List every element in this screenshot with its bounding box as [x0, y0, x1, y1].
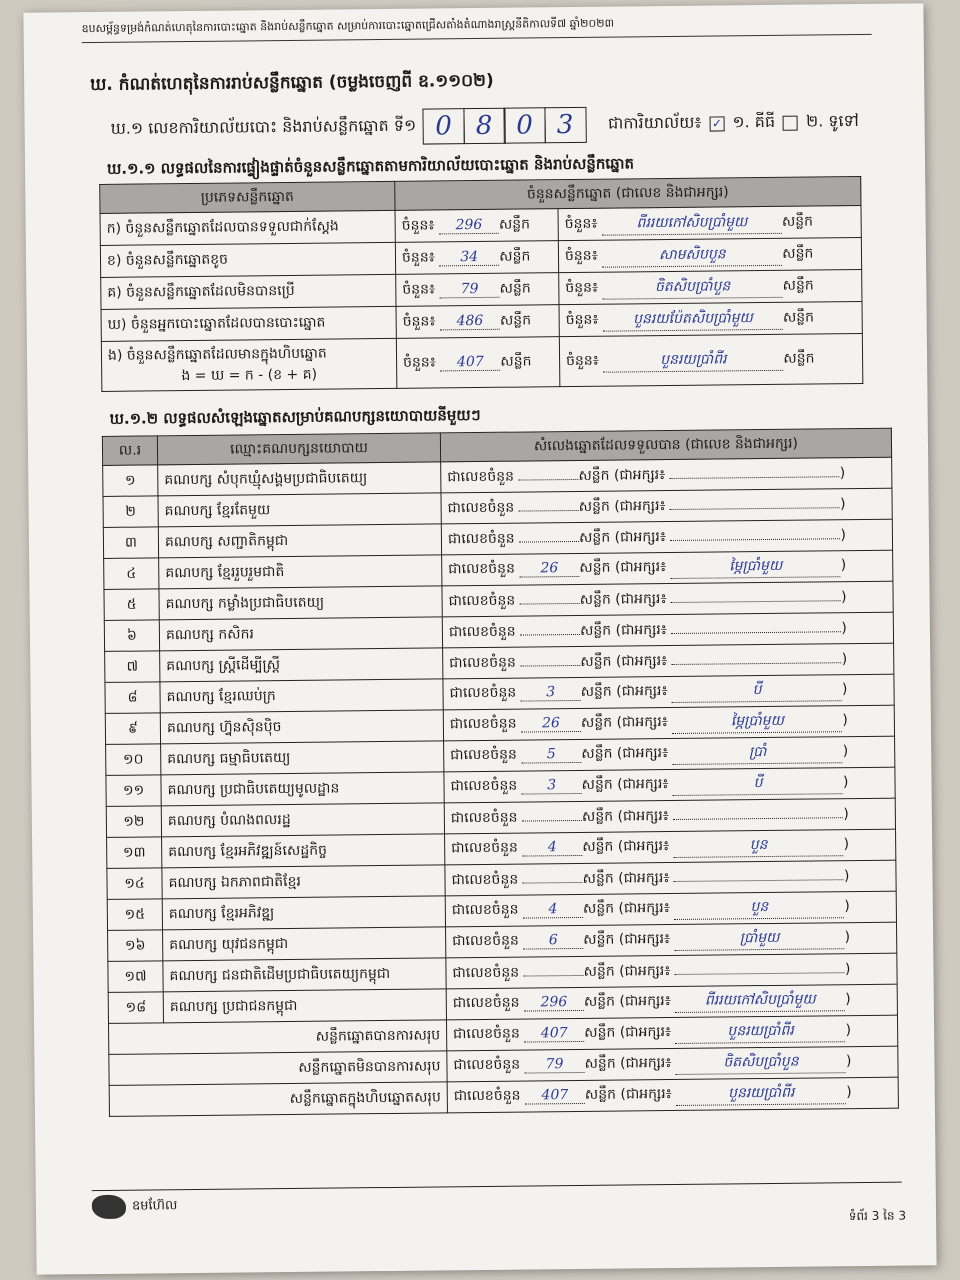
unit: សន្លឹក — [500, 353, 532, 370]
vote-words: ម្ភៃប្រាំមួយ — [672, 710, 842, 734]
vote-words: ប្រាំមួយ — [675, 927, 845, 951]
option-2-label: ២. ទូទៅ — [805, 111, 859, 131]
count-prefix: ចំនួន៖ — [564, 215, 598, 232]
unit: សន្លឹក — [499, 248, 531, 265]
party-name: គណបក្ស ប្រជាធិបតេយ្យមូលដ្ឋាន — [167, 779, 340, 798]
word-prefix: (ជាអក្សរ៖ — [618, 900, 670, 917]
option-1-label: ១. គីធី — [732, 111, 776, 132]
unit: សន្លឹក — [583, 931, 615, 948]
word-prefix: (ជាអក្សរ៖ — [619, 993, 671, 1010]
unit: សន្លឹក — [580, 714, 613, 731]
word-prefix: (ជាអក្សរ៖ — [614, 528, 667, 546]
num-prefix: ជាលេខចំនួន — [452, 932, 519, 950]
party-votes-table — [102, 428, 899, 1117]
table-row — [101, 333, 862, 391]
unit: សន្លឹក — [582, 900, 615, 917]
unit: សន្លឹក — [579, 591, 611, 608]
num-prefix: ជាលេខចំនួន — [447, 530, 515, 547]
num-prefix: ជាលេខចំនួន — [448, 623, 516, 640]
vote-number — [523, 881, 583, 883]
total-label: សន្លឹកឆ្នោតមិនបានការសរុប — [298, 1057, 441, 1076]
vote-words: បី — [673, 772, 843, 796]
total-number: 79 — [524, 1056, 584, 1074]
num-prefix: ជាលេខចំនួន — [451, 901, 519, 919]
party-number: ២ — [125, 503, 137, 520]
col-number: ល.រ — [102, 436, 157, 466]
row-label: គ) ចំនួនសន្លឹកឆ្នោតដែលមិនបានប្រើ — [101, 274, 396, 309]
unit: សន្លឹក — [498, 216, 531, 233]
form-page — [23, 3, 936, 1274]
party-name: គណបក្ស ស្ត្រីដើម្បីស្ត្រី — [166, 656, 281, 674]
unit: សន្លឹក — [579, 559, 611, 576]
party-name: គណបក្ស ធម្មាធិបតេយ្យ — [167, 749, 291, 767]
party-number: ៣ — [124, 534, 138, 551]
section-title: ឃ. កំណត់ហេតុនៃការរាប់សន្លឹកឆ្នោត (ចម្លងចេញពី ឧ.១១០២) — [90, 70, 494, 96]
num-prefix: ជាលេខចំនួន — [449, 654, 516, 671]
footer-signature: ឧមហ៊ែល — [131, 1197, 178, 1214]
unit: សន្លឹក — [578, 498, 610, 515]
close-paren: ) — [839, 464, 846, 481]
office-digit: 3 — [544, 107, 586, 143]
num-prefix: ជាលេខចំនួន — [449, 684, 517, 702]
vote-words — [675, 972, 845, 975]
word-prefix: (ជាអក្សរ៖ — [614, 559, 667, 576]
unit: សន្លឹក — [581, 776, 613, 793]
vote-words: បួន — [674, 834, 844, 858]
num-prefix: ជាលេខចំនួន — [447, 499, 515, 516]
num-prefix: ជាលេខចំនួន — [447, 468, 515, 485]
unit: សន្លឹក — [781, 212, 814, 230]
unit: សន្លឹក — [582, 870, 614, 887]
row-formula: ង = ឃ = ក - (ខ + គ) — [181, 366, 318, 384]
unit: សន្លឹក — [499, 312, 532, 329]
party-number: ១៧ — [124, 968, 147, 985]
office-digit: 8 — [463, 108, 505, 144]
count-words: ពីររយកៅសិបប្រាំមួយ — [602, 211, 782, 235]
count-words: សាមសិបបួន — [602, 243, 782, 267]
party-number: ៩ — [127, 720, 138, 737]
seal-icon — [92, 1195, 126, 1219]
party-number: ១៥ — [124, 906, 146, 923]
unit: សន្លឹក — [580, 653, 612, 670]
count-number: 34 — [439, 249, 499, 267]
subsection-2-title: ឃ.១.២ លទ្ធផលសំឡេងឆ្នោតសម្រាប់គណបក្សនយោបាយនីមួយៗ — [109, 405, 481, 428]
vote-words — [670, 476, 840, 479]
party-name: គណបក្ស សំបុកឃ្មុំសង្គមប្រជាធិបតេយ្យ — [164, 469, 368, 488]
party-number: ១៨ — [125, 999, 147, 1016]
unit: សន្លឹក — [583, 993, 616, 1010]
total-label: សន្លឹកឆ្នោតក្នុងហិបឆ្នោតសរុប — [289, 1088, 441, 1107]
count-prefix: ចំនួន៖ — [401, 249, 435, 266]
unit: សន្លឹក — [584, 1086, 617, 1103]
vote-number — [519, 540, 579, 542]
count-prefix: ចំនួន៖ — [565, 279, 599, 296]
word-prefix: (ជាអក្សរ៖ — [620, 1055, 672, 1072]
party-number: ១១ — [122, 782, 145, 799]
party-number: ៨ — [127, 689, 138, 706]
vote-number — [518, 478, 578, 480]
total-words: ចិតសិបប្រាំបួន — [676, 1051, 846, 1075]
word-prefix: (ជាអក្សរ៖ — [615, 590, 667, 608]
unit: សន្លឹក — [584, 1055, 616, 1072]
close-paren: ) — [840, 557, 847, 574]
total-words: បួនរយប្រាំពីរ — [676, 1082, 846, 1106]
word-prefix: (ជាអក្សរ៖ — [617, 838, 670, 855]
count-number: 79 — [440, 281, 500, 299]
num-prefix: ជាលេខចំនួន — [448, 592, 516, 609]
word-prefix: (ជាអក្សរ៖ — [616, 745, 669, 762]
row-label: ខ) ចំនួនសន្លឹកឆ្នោតខូច — [100, 242, 395, 277]
vote-words — [674, 879, 844, 882]
num-prefix: ជាលេខចំនួន — [451, 871, 519, 888]
count-prefix: ចំនួន៖ — [565, 311, 599, 328]
office-number-row — [110, 104, 859, 148]
num-prefix: ជាលេខចំនួន — [452, 994, 520, 1012]
num-prefix: ជាលេខចំនួន — [451, 839, 518, 857]
close-paren: ) — [845, 1022, 852, 1039]
unit: សន្លឹក — [580, 683, 612, 700]
vote-number: 5 — [521, 746, 581, 764]
close-paren: ) — [846, 1084, 852, 1101]
vote-words — [671, 631, 841, 634]
word-prefix: (ជាអក្សរ៖ — [618, 869, 670, 887]
close-paren: ) — [843, 805, 849, 822]
num-prefix: ជាលេខចំនួន — [450, 746, 517, 764]
office-digit: 0 — [503, 107, 545, 143]
party-number: ៧ — [126, 658, 139, 675]
party-rows — [103, 457, 898, 1023]
word-prefix: (ជាអក្សរ៖ — [617, 776, 669, 793]
num-prefix: ជាលេខចំនួន — [450, 809, 518, 826]
total-words: បួនរយប្រាំពីរ — [675, 1020, 845, 1044]
page-number: ទំព័រ 3 នៃ 3 — [848, 1208, 907, 1224]
party-name: គណបក្ស កម្លាំងប្រជាធិបតេយ្យ — [165, 594, 325, 612]
count-words: ចិតសិបប្រាំបួន — [602, 275, 782, 299]
unit: សន្លឹក — [783, 349, 815, 367]
unit: សន្លឹក — [579, 622, 612, 639]
party-name: គណបក្ស ខ្មែរឈប់ក្រ — [166, 687, 276, 705]
count-prefix: ចំនួន៖ — [403, 354, 436, 371]
form-header: ឧបសម្ព័ន្ធទម្រង់កំណត់ហេតុនៃការបោះឆ្នោត និងរាប់សន្លឹកឆ្នោត សម្រាប់ការបោះឆ្នោតជ្រើសតាំងតំណាងរាស្ត្រនីតិកាលទី៧ ឆ្នាំ២០២៣ — [82, 14, 872, 43]
row-label: ក) ចំនួនសន្លឹកឆ្នោតដែលបានទទួលជាក់ស្តែង — [100, 210, 395, 245]
checkbox-option-1[interactable]: ✓ — [709, 116, 724, 131]
party-name: គណបក្ស ជនជាតិដើមប្រជាធិបតេយ្យកម្ពុជា — [169, 965, 391, 984]
party-name: គណបក្ស បំណងពលរដ្ឋ — [167, 811, 291, 829]
vote-number: 6 — [523, 932, 583, 950]
total-number: 407 — [525, 1087, 585, 1105]
word-prefix: (ជាអក្សរ៖ — [619, 1024, 672, 1041]
vote-number — [519, 509, 579, 511]
party-number: ១៦ — [124, 937, 146, 954]
close-paren: ) — [843, 867, 850, 884]
party-name: គណបក្ស ប្រជាជនកម្ពុជា — [169, 997, 298, 1015]
vote-number: 4 — [522, 839, 582, 857]
office-number-label: ឃ.១ លេខការិយាល័យបោះ និងរាប់សន្លឹកឆ្នោត ទី១ — [110, 115, 417, 138]
vote-number — [520, 664, 580, 666]
vote-number: 26 — [521, 715, 581, 733]
ballot-count-table — [99, 176, 863, 392]
party-number: ១៣ — [122, 844, 146, 861]
unit: សន្លឹក — [499, 280, 531, 297]
close-paren: ) — [841, 650, 848, 667]
count-prefix: ចំនួន៖ — [401, 217, 435, 234]
vote-number — [522, 819, 582, 821]
num-prefix: ជាលេខចំនួន — [453, 1025, 520, 1043]
party-number: ៤ — [126, 565, 137, 582]
vote-words — [670, 538, 840, 541]
office-type-label: ជាការិយាល័យ៖ — [608, 112, 702, 133]
vote-words: ម្ភៃប្រាំមួយ — [671, 555, 841, 579]
row-label: ង) ចំនួនសន្លឹកឆ្នោតដែលមានក្នុងហិបឆ្នោត — [107, 345, 327, 364]
word-prefix: (ជាអក្សរ៖ — [618, 931, 671, 948]
office-digit: 0 — [422, 108, 464, 144]
word-prefix: (ជាអក្សរ៖ — [617, 807, 669, 825]
word-prefix: (ជាអក្សរ៖ — [619, 962, 671, 980]
vote-words: ប្រាំ — [673, 741, 843, 765]
num-prefix: ជាលេខចំនួន — [448, 560, 516, 578]
vote-number: 26 — [519, 560, 579, 578]
party-number: ៦ — [126, 627, 137, 644]
num-prefix: ជាលេខចំនួន — [450, 777, 518, 795]
unit: សន្លឹក — [581, 745, 613, 762]
count-prefix: ចំនួន៖ — [402, 313, 436, 330]
party-number: ៥ — [126, 596, 137, 613]
vote-number — [524, 974, 584, 976]
col-ballot-type: ប្រភេទសន្លឹកឆ្នោត — [100, 181, 395, 213]
close-paren: ) — [840, 588, 847, 605]
party-name: គណបក្ស ខ្មែរតែមួយ — [164, 501, 271, 519]
num-prefix: ជាលេខចំនួន — [449, 715, 517, 733]
party-name: គណបក្ស ឯកភាពជាតិខ្មែរ — [168, 873, 301, 891]
close-paren: ) — [841, 681, 848, 698]
party-name: គណបក្ស ខ្មែររួបរួមជាតិ — [165, 563, 285, 581]
party-name: គណបក្ស យុវជនកម្ពុជា — [169, 935, 289, 953]
vote-words: បួន — [674, 896, 844, 920]
vote-number: 4 — [523, 901, 583, 919]
party-number: ១ — [124, 472, 136, 489]
footer — [92, 1182, 902, 1219]
unit: សន្លឹក — [581, 808, 614, 825]
vote-words — [672, 662, 842, 665]
unit: សន្លឹក — [584, 1024, 616, 1041]
total-number: 407 — [524, 1025, 584, 1043]
vote-words: ពីររយកៅសិបប្រាំមួយ — [675, 989, 845, 1013]
unit: សន្លឹក — [782, 276, 814, 294]
word-prefix: (ជាអក្សរ៖ — [615, 621, 668, 639]
party-name: គណបក្ស កសិករ — [165, 625, 254, 643]
close-paren: ) — [842, 712, 848, 729]
count-prefix: ចំនួន៖ — [566, 352, 599, 369]
unit: សន្លឹក — [578, 529, 611, 546]
vote-number — [520, 602, 580, 604]
num-prefix: ជាលេខចំនួន — [453, 1087, 521, 1105]
close-paren: ) — [845, 1053, 852, 1070]
close-paren: ) — [839, 495, 846, 512]
unit: សន្លឹក — [782, 244, 814, 262]
vote-number: 296 — [524, 994, 584, 1012]
unit: សន្លឹក — [583, 963, 615, 980]
word-prefix: (ជាអក្សរ៖ — [616, 683, 668, 700]
vote-number: 3 — [521, 684, 581, 702]
word-prefix: (ជាអក្សរ៖ — [620, 1086, 672, 1103]
party-number: ១២ — [123, 813, 145, 830]
party-name: គណបក្ស ខ្មែរអភិវឌ្ឍ — [168, 904, 275, 922]
count-words: បួនរយប៉ែតសិបប្រាំមួយ — [603, 307, 783, 331]
close-paren: ) — [844, 960, 851, 977]
close-paren: ) — [845, 991, 851, 1008]
subsection-1-title: ឃ.១.១ លទ្ធផលនៃការផ្ទៀងផ្ទាត់ចំនួនសន្លឹកឆ្នោតតាមការិយាល័យបោះឆ្នោត និងរាប់សន្លឹកឆ្នោត — [106, 154, 635, 178]
num-prefix: ជាលេខចំនួន — [452, 964, 520, 981]
col-ballot-count: ចំនួនសន្លឹកឆ្នោត (ជាលេខ និងជាអក្សរ) — [395, 176, 861, 210]
count-number: 407 — [440, 354, 500, 372]
close-paren: ) — [842, 774, 849, 791]
close-paren: ) — [843, 836, 850, 853]
vote-words — [670, 507, 840, 510]
vote-words — [673, 817, 843, 820]
checkbox-option-2[interactable] — [783, 115, 798, 130]
vote-words: បី — [672, 679, 842, 703]
close-paren: ) — [840, 526, 846, 543]
unit: សន្លឹក — [582, 838, 614, 855]
count-prefix: ចំនួន៖ — [402, 281, 436, 298]
close-paren: ) — [841, 619, 847, 636]
close-paren: ) — [842, 743, 849, 760]
count-number: 296 — [439, 217, 499, 235]
party-number: ១៤ — [124, 875, 145, 892]
count-prefix: ចំនួន៖ — [564, 247, 598, 264]
party-name: គណបក្ស សញ្ជាតិកម្ពុជា — [164, 532, 289, 550]
office-number-boxes — [424, 107, 586, 145]
row-label: ឃ) ចំនួនអ្នកបោះឆ្នោតដែលបានបោះឆ្នោត — [101, 306, 396, 341]
count-words: បួនរយប្រាំពីរ — [603, 348, 783, 372]
vote-number — [520, 633, 580, 635]
total-rows — [109, 1015, 899, 1116]
unit: សន្លឹក — [578, 467, 610, 484]
total-label: សន្លឹកឆ្នោតបានការសរុប — [315, 1026, 441, 1045]
vote-number: 3 — [522, 777, 582, 795]
word-prefix: (ជាអក្សរ៖ — [615, 652, 668, 670]
col-votes: សំលេងឆ្នោតដែលទទួលបាន (ជាលេខ និងជាអក្សរ) — [440, 428, 891, 462]
unit: សន្លឹក — [782, 308, 815, 326]
party-name: គណបក្ស ខ្មែរអភិវឌ្ឍន៍សេដ្ឋកិច្ច — [168, 842, 328, 860]
close-paren: ) — [844, 929, 851, 946]
word-prefix: (ជាអក្សរ៖ — [616, 714, 668, 731]
close-paren: ) — [844, 898, 850, 915]
count-number: 486 — [440, 313, 500, 331]
word-prefix: (ជាអក្សរ៖ — [614, 497, 666, 515]
vote-words — [671, 600, 841, 603]
party-name: គណបក្ស ហ្វ៊ុនស៊ិនប៉ិច — [166, 718, 282, 736]
party-number: ១០ — [122, 751, 144, 768]
num-prefix: ជាលេខចំនួន — [453, 1056, 521, 1074]
word-prefix: (ជាអក្សរ៖ — [613, 466, 666, 484]
col-party-name: ឈ្មោះគណបក្សនយោបាយ — [157, 433, 440, 465]
